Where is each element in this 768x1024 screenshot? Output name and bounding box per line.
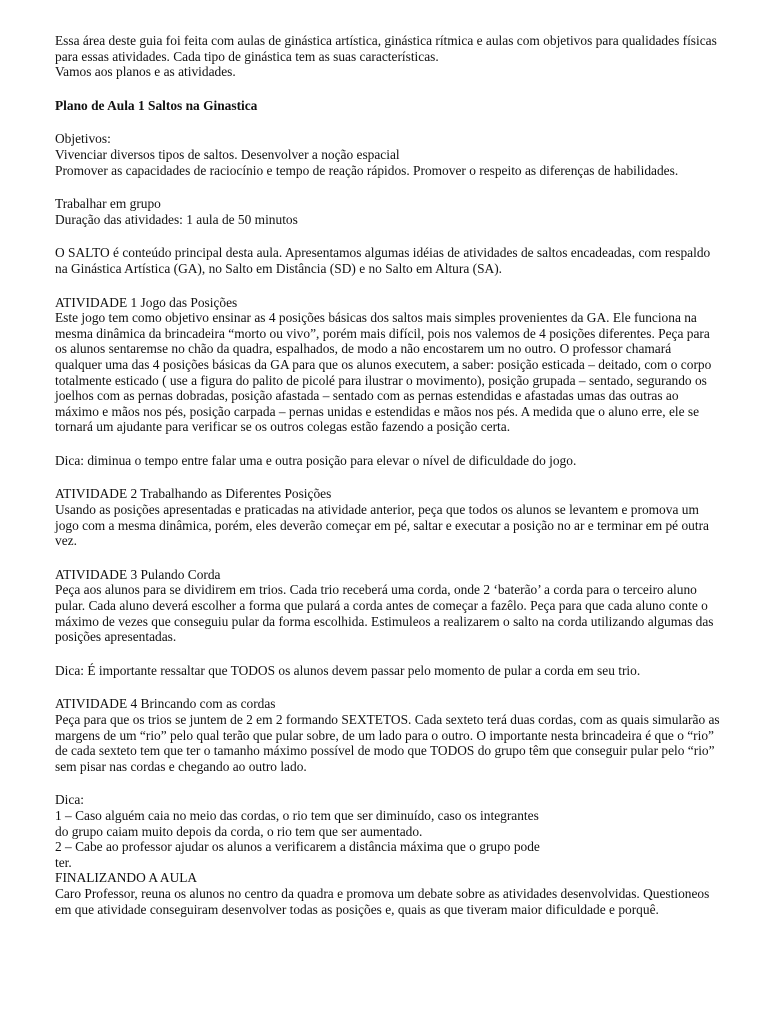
- activity-4-tip-1a: 1 – Caso alguém caia no meio das cordas, o rio tem que ser diminuído, caso os integrantes: [55, 807, 539, 823]
- activity-4-tip-2b: ter.: [55, 854, 72, 870]
- objectives-label: Objetivos:: [55, 131, 111, 147]
- activity-1-body: Este jogo tem como objetivo ensinar as 4 posições básicas dos saltos mais simples provenientes da GA. Ele funciona na mesma dinâmica da brincadeira “morto ou vivo”, porém mais difícil, pois nos valemos de 4 posições diferentes. Peça para os alunos sentaremse no chão da quadra, espalhados, de modo a não encostarem um no outro. O professor chamará qualquer uma das 4 posições básicas da GA para que os alunos executem, a saber: posição esticada – deitado, com o corpo totalmente esticado ( use a figura do palito de picolé para ilustrar o movimento), posição grupada – sentado, segurando os joelhos com as pernas dobradas, posição afastada – sentado com as pernas estendidas e afastadas umas das outras ao máximo e mãos nos pés, posição carpada – pernas unidas e estendidas e mãos nos pés. A medida que o aluno erre, ele se tornará um ajudante para verificar se os outros colegas estão fazendo a posição certa.: [55, 310, 712, 435]
- activity-1-tip: Dica: diminua o tempo entre falar uma e outra posição para elevar o nível de dificuldade do jogo.: [55, 452, 577, 468]
- group-work-line: Trabalhar em grupo: [55, 196, 161, 212]
- activity-4-body: Peça para que os trios se juntem de 2 em 2 formando SEXTETOS. Cada sexteto terá duas cordas, com as quais simularão as margens de um “rio” pelo qual terão que pular sobre, de um lado para o outro. O importante nesta brincadeira é que o “rio” de cada sexteto tem que ter o tamanho máximo possível de modo que TODOS do grupo têm que conseguir pular pelo “rio” sem pisar nas cordas e chegando ao outro lado.: [55, 712, 720, 774]
- intro-paragraph: Essa área deste guia foi feita com aulas de ginástica artística, ginástica rítmica e aulas com objetivos para qualidades físicas para essas atividades. Cada tipo de ginástica tem as suas características.: [55, 33, 717, 64]
- document-page: [55, 33, 720, 917]
- activity-4-title: ATIVIDADE 4 Brincando com as cordas: [55, 696, 276, 712]
- intro-line: Vamos aos planos e as atividades.: [55, 64, 236, 80]
- activity-4-tip-1b: do grupo caiam muito depois da corda, o rio tem que ser aumentado.: [55, 823, 423, 839]
- activity-1-title: ATIVIDADE 1 Jogo das Posições: [55, 294, 238, 310]
- salto-intro-paragraph: O SALTO é conteúdo principal desta aula. Apresentamos algumas idéias de atividades de saltos encadeadas, com respaldo na Ginástica Artística (GA), no Salto em Distância (SD) e no Salto em Altura (SA).: [55, 245, 711, 276]
- objectives-line-1: Vivenciar diversos tipos de saltos. Desenvolver a noção espacial: [55, 146, 400, 162]
- activity-2-body: Usando as posições apresentadas e praticadas na atividade anterior, peça que todos os alunos se levantem e promova um jogo com a mesma dinâmica, porém, eles deverão começar em pé, saltar e executar a posição no ar e terminar em pé outra vez.: [55, 502, 709, 549]
- activity-3-body: Peça aos alunos para se dividirem em trios. Cada trio receberá uma corda, onde 2 ‘baterão’ a corda para o terceiro aluno pular. Cada aluno deverá escolher a forma que pulará a corda antes de começar a fazêlo. Peça para que cada aluno conte o máximo de vezes que conseguiu pular da forma escolhida. Estimuleos a realizarem o salto na corda utilizando algumas das posições apresentadas.: [55, 582, 714, 645]
- closing-title: FINALIZANDO A AULA: [55, 870, 198, 886]
- activity-3-title: ATIVIDADE 3 Pulando Corda: [55, 566, 221, 582]
- plan-title: Plano de Aula 1 Saltos na Ginastica: [55, 97, 258, 113]
- activity-2-title: ATIVIDADE 2 Trabalhando as Diferentes Posições: [55, 486, 332, 502]
- activity-4-tip-label: Dica:: [55, 792, 84, 808]
- activity-3-tip: Dica: É importante ressaltar que TODOS os alunos devem passar pelo momento de pular a corda em seu trio.: [55, 662, 641, 678]
- duration-line: Duração das atividades: 1 aula de 50 minutos: [55, 211, 298, 227]
- activity-4-tip-2a: 2 – Cabe ao professor ajudar os alunos a verificarem a distância máxima que o grupo pode: [55, 839, 540, 855]
- closing-body: Caro Professor, reuna os alunos no centro da quadra e promova um debate sobre as atividades desenvolvidas. Questioneos em que atividade conseguiram desenvolver todas as posições e, quais as que tiveram maior dificuldade e porquê.: [55, 885, 710, 917]
- objectives-line-2: Promover as capacidades de raciocínio e tempo de reação rápidos. Promover o respeito as diferenças de habilidades.: [55, 162, 679, 178]
